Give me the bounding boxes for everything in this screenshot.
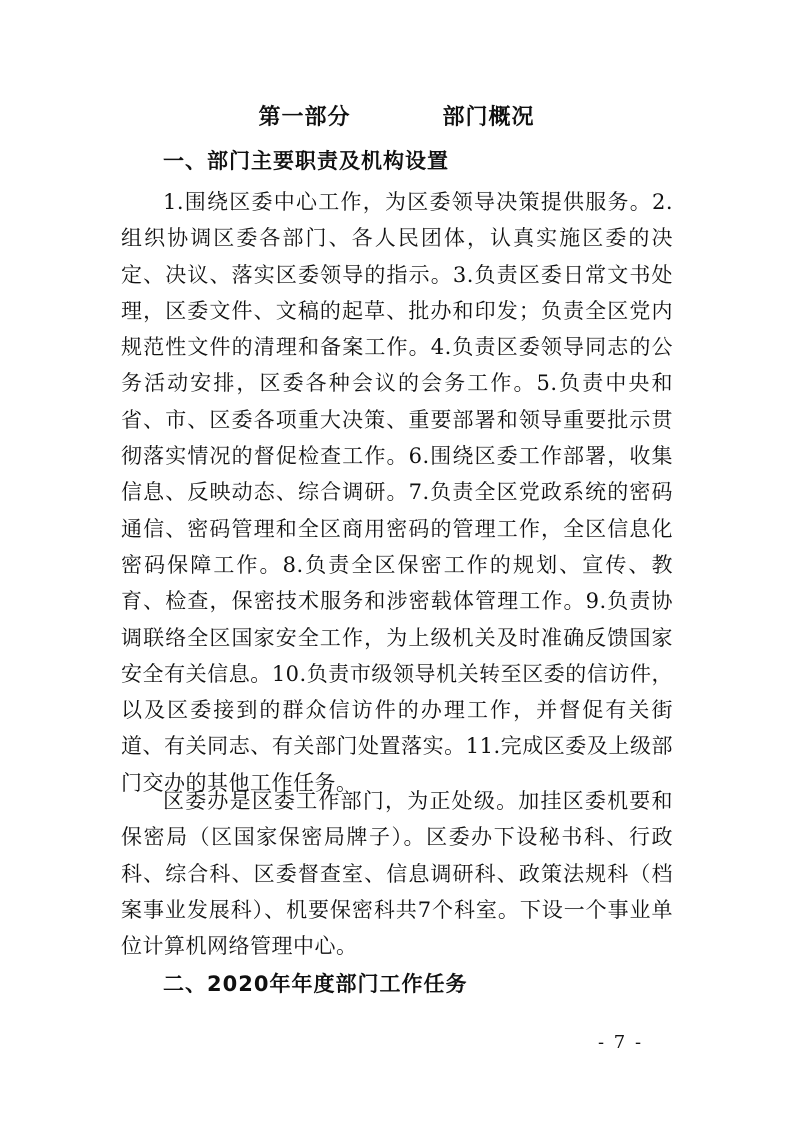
duties-paragraph: 1.围绕区委中心工作，为区委领导决策提供服务。2.组织协调区委各部门、各人民团体，认真实施区委的决定、决议、落实区委领导的指示。3.负责区委日常文书处理，区委文件、文稿的起草、批办和印发；负责全区党内规范性文件的清理和备案工作。4.负责区委领导同志的公务活动安排，区委各种会议的会务工作。5.负责中央和省、市、区委各项重大决策、重要部署和领导重要批示贯彻落实情况的督促检查工作。6.围绕区委工作部署，收集信息、反映动态、综合调研。7.负责全区党政系统的密码通信、密码管理和全区商用密码的管理工作，全区信息化密码保障工作。8.负责全区保密工作的规划、宣传、教育、检查，保密技术服务和涉密载体管理工作。9.负责协调联络全区国家安全工作，为上级机关及时准确反馈国家安全有关信息。10.负责市级领导机关转至区委的信访件，以及区委接到的群众信访件的办理工作，并督促有关街道、有关同志、有关部门处置落实。11.完成区委及上级部门交办的其他工作任务。 xyxy=(121,190,673,795)
organization-paragraph: 区委办是区委工作部门，为正处级。加挂区委机要和保密局（区国家保密局牌子）。区委办下设秘书科、行政科、综合科、区委督查室、信息调研科、政策法规科（档案事业发展科）、机要保密科共7个科室。下设一个事业单位计算机网络管理中心。 xyxy=(121,789,673,959)
page-number: - 7 - xyxy=(598,1032,644,1053)
page-title: 第一部分 部门概况 xyxy=(258,105,535,130)
section-heading-duties: 一、部门主要职责及机构设置 xyxy=(163,149,449,173)
section-heading-tasks: 二、2020年年度部门工作任务 xyxy=(163,972,468,996)
